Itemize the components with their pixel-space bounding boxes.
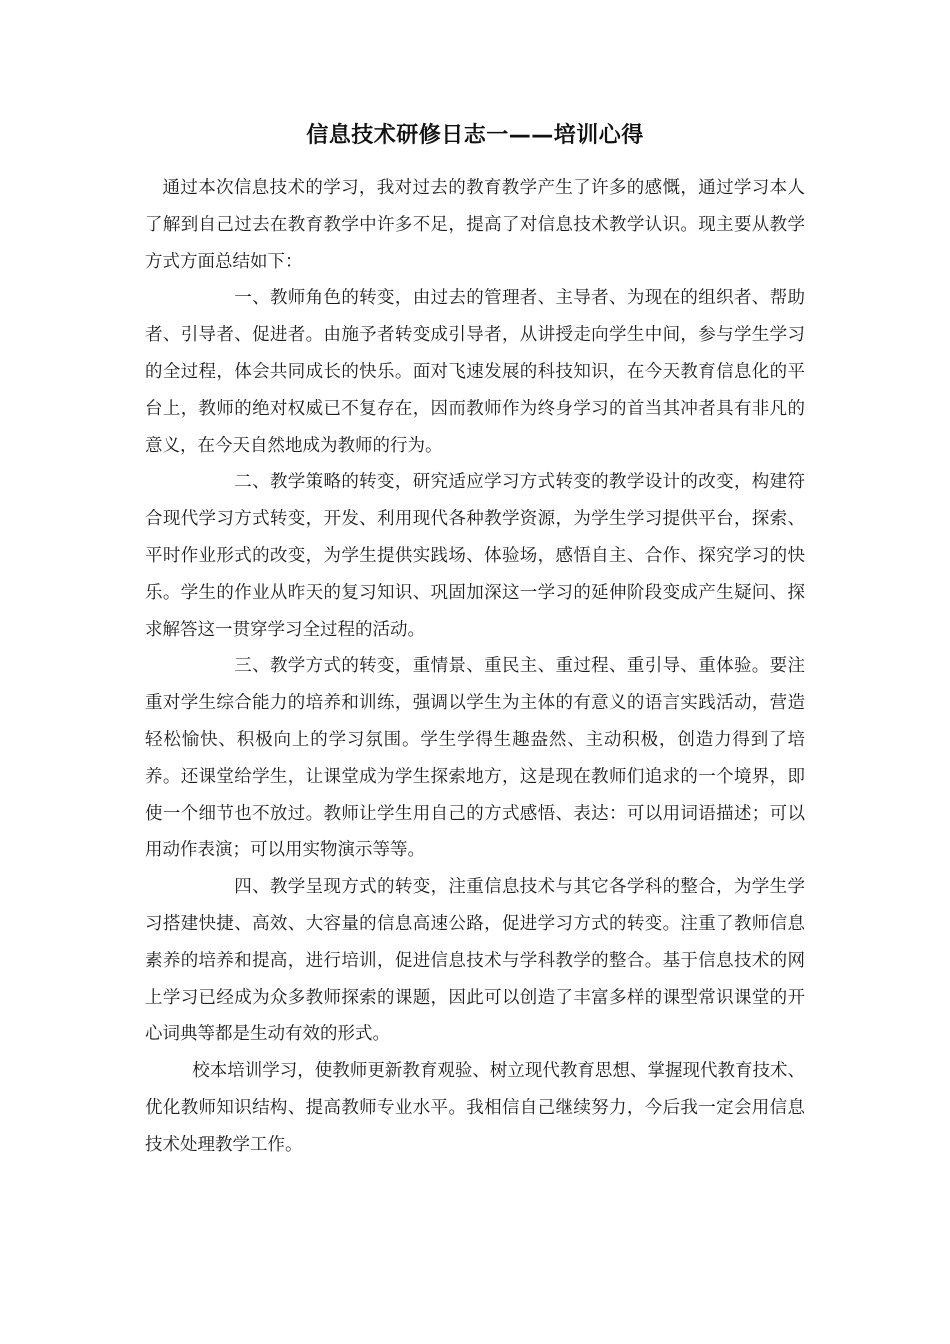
document-title: 信息技术研修日志一——培训心得 [306,123,644,148]
paragraph-teaching-strategy: 二、教学策略的转变，研究适应学习方式转变的教学设计的改变，构建符合现代学习方式转变，开发、利用现代各种教学资源，为学生学习提供平台，探索、平时作业形式的改变，为学生提供实践场、体验场，感悟自主、合作、探究学习的快乐。学生的作业从昨天的复习知识、巩固加深这一学习的延伸阶段变成产生疑问、探求解答这一贯穿学习全过程的活动。 [145,472,805,640]
document-body [145,170,805,1164]
paragraph-closing: 校本培训学习，使教师更新教育观验、树立现代教育思想、掌握现代教育技术、优化教师知识结构、提高教师专业水平。我相信自己继续努力，今后我一定会用信息技术处理教学工作。 [145,1061,805,1155]
paragraph-teacher-role: 一、教师角色的转变，由过去的管理者、主导者、为现在的组织者、帮助者、引导者、促进者。由施予者转变成引导者，从讲授走向学生中间，参与学生学习的全过程，体会共同成长的快乐。面对飞速发展的科技知识，在今天教育信息化的平台上，教师的绝对权威已不复存在，因而教师作为终身学习的首当其冲者具有非凡的意义，在今天自然地成为教师的行为。 [145,288,805,456]
paragraph-intro: 通过本次信息技术的学习，我对过去的教育教学产生了许多的感慨，通过学习本人了解到自己过去在教育教学中许多不足，提高了对信息技术教学认识。现主要从教学方式方面总结如下： [145,178,805,272]
paragraph-teaching-method: 三、教学方式的转变，重情景、重民主、重过程、重引导、重体验。要注重对学生综合能力的培养和训练，强调以学生为主体的有意义的语言实践活动，营造轻松愉快、积极向上的学习氛围。学生学得生趣盎然、主动积极，创造力得到了培养。还课堂给学生，让课堂成为学生探索地方，这是现在教师们追求的一个境界，即使一个细节也不放过。教师让学生用自己的方式感悟、表达：可以用词语描述；可以用动作表演；可以用实物演示等等。 [145,656,805,861]
paragraph-presentation-method: 四、教学呈现方式的转变，注重信息技术与其它各学科的整合，为学生学习搭建快捷、高效、大容量的信息高速公路，促进学习方式的转变。注重了教师信息素养的培养和提高，进行培训，促进信息技术与学科教学的整合。基于信息技术的网上学习已经成为众多教师探索的课题，因此可以创造了丰富多样的课型常识课堂的开心词典等都是生动有效的形式。 [145,877,805,1045]
